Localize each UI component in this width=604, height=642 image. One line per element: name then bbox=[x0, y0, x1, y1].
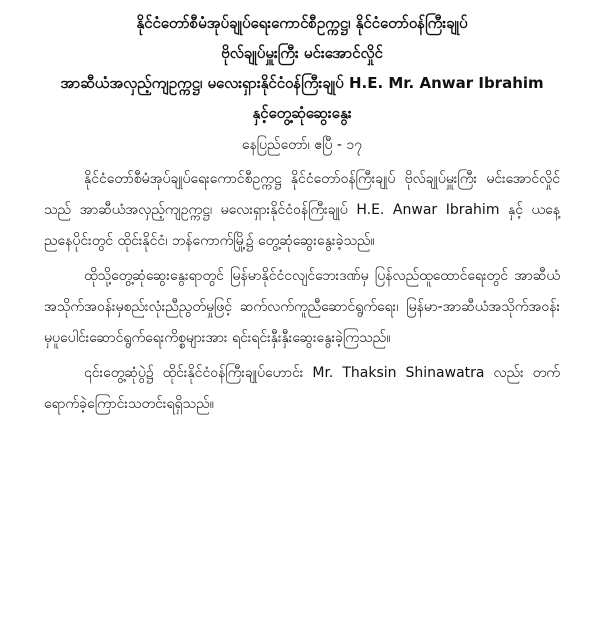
body-paragraph-3: ၎င်းတွေ့ဆုံပွဲ၌ ထိုင်းနိုင်ငံဝန်ကြီးချုပ်ဟောင်း Mr. Thaksin Shinawatra လည်း တက်ရောက်ခဲ့ကြောင်းသတင်းရရှိသည်။ bbox=[44, 365, 560, 412]
headline-line-1: နိုင်ငံတော်စီမံအုပ်ချုပ်ရေးကောင်စီဥက္ကဋ္ဌ၊ နိုင်ငံတော်ဝန်ကြီးချုပ် bbox=[136, 14, 468, 32]
article-body bbox=[44, 164, 560, 420]
article-headline bbox=[44, 8, 560, 128]
headline-line-3: အာဆီယံအလှည့်ကျဥက္ကဋ္ဌ၊ မလေးရှားနိုင်ငံဝန်ကြီးချုပ် H.E. Mr. Anwar Ibrahim bbox=[60, 74, 544, 92]
dateline: နေပြည်တော်၊ ဧပြီ - ၁၇ bbox=[241, 137, 363, 153]
headline-line-4: နှင့်တွေ့ဆုံဆွေးနွေး bbox=[252, 104, 352, 122]
body-paragraph-1: နိုင်ငံတော်စီမံအုပ်ချုပ်ရေးကောင်စီဥက္ကဋ္ဌ နိုင်ငံတော်ဝန်ကြီးချုပ် ဗိုလ်ချုပ်မှူးကြီး မင်းအောင်လှိုင် သည် အာဆီယံအလှည့်ကျဥက္ကဋ္ဌ၊ မလေးရှားနိုင်ငံဝန်ကြီးချုပ် H.E. Anwar Ibrahim နှင့် ယနေ့ညနေပိုင်းတွင် ထိုင်းနိုင်ငံ၊ ဘန်ကောက်မြို့၌ တွေ့ဆုံဆွေးနွေးခဲ့သည်။ bbox=[44, 171, 560, 249]
headline-line-2: ဗိုလ်ချုပ်မှူးကြီး မင်းအောင်လှိုင် bbox=[221, 44, 383, 62]
body-paragraph-2: ထိုသို့တွေ့ဆုံဆွေးနွေးရာတွင် မြန်မာနိုင်ငံငလျင်ဘေးဒဏ်မှ ပြန်လည်ထူထောင်ရေးတွင် အာဆီယံအသိုက်အဝန်းမှစည်းလုံးညီညွတ်မှုဖြင့် ဆက်လက်ကူညီဆောင်ရွက်ရေး၊ မြန်မာ-အာဆီယံအသိုက်အဝန်းမှပူပေါင်းဆောင်ရွက်ရေးကိစ္စများအား ရင်းရင်းနှီးနှီးဆွေးနွေးခဲ့ကြသည်။ bbox=[44, 268, 560, 346]
